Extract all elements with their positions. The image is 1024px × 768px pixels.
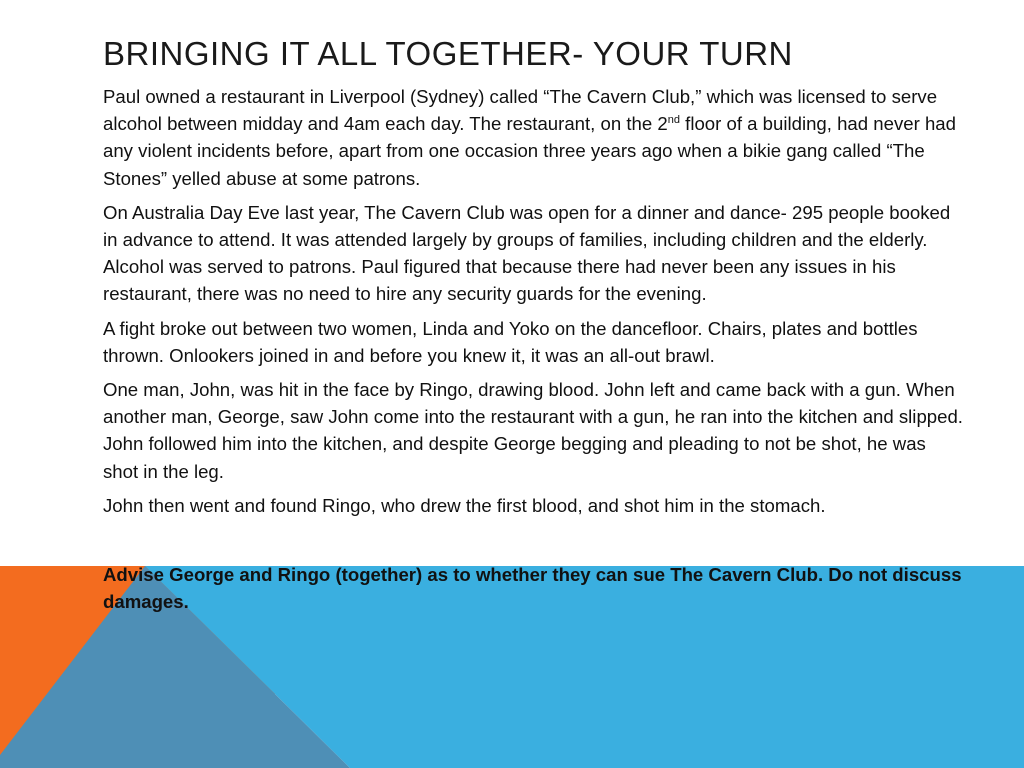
paragraph-fight: A fight broke out between two women, Linda and Yoko on the dancefloor. Chairs, plates and bottles thrown. Onlookers joined in and before you knew it, it was an all-out brawl. bbox=[103, 317, 918, 366]
slide-title: BRINGING IT ALL TOGETHER- YOUR TURN bbox=[103, 35, 793, 72]
paragraph-1-text-end: floor of a building, had never had any violent incidents before, apart from one occasion three years ago when a bikie gang called “The Stones” yelled abuse at some patrons. bbox=[103, 113, 956, 189]
paragraph-australia-day-eve: On Australia Day Eve last year, The Cavern Club was open for a dinner and dance- 295 people booked in advance to attend. It was attended largely by groups of families, including children and the elderly. Alcohol was served to patrons. Paul figured that because there had never been any issues in his restaurant, there was no need to hire any security guards for the evening. bbox=[103, 201, 951, 305]
slide-content bbox=[103, 34, 963, 622]
ordinal-superscript: nd bbox=[667, 114, 680, 127]
paragraph-shooting-ringo: John then went and found Ringo, who drew the first blood, and shot him in the stomach. bbox=[103, 494, 826, 516]
paragraph-shooting-george: One man, John, was hit in the face by Ringo, drawing blood. John left and came back with a gun. When another man, George, saw John come into the restaurant with a gun, he ran into the kitchen and slipped. John followed him into the kitchen, and despite George begging and pleading to not be shot, he was shot in the leg. bbox=[103, 379, 963, 482]
paragraph-restaurant-background bbox=[103, 83, 963, 192]
paragraph-1-text-start: Paul owned a restaurant in Liverpool (Sydney) called “The Cavern Club,” which was licensed to serve alcohol between midday and 4am each day. The restaurant, on the 2 bbox=[103, 86, 938, 135]
task-prompt: Advise George and Ringo (together) as to whether they can sue The Cavern Club. Do not discuss damages. bbox=[103, 564, 962, 613]
